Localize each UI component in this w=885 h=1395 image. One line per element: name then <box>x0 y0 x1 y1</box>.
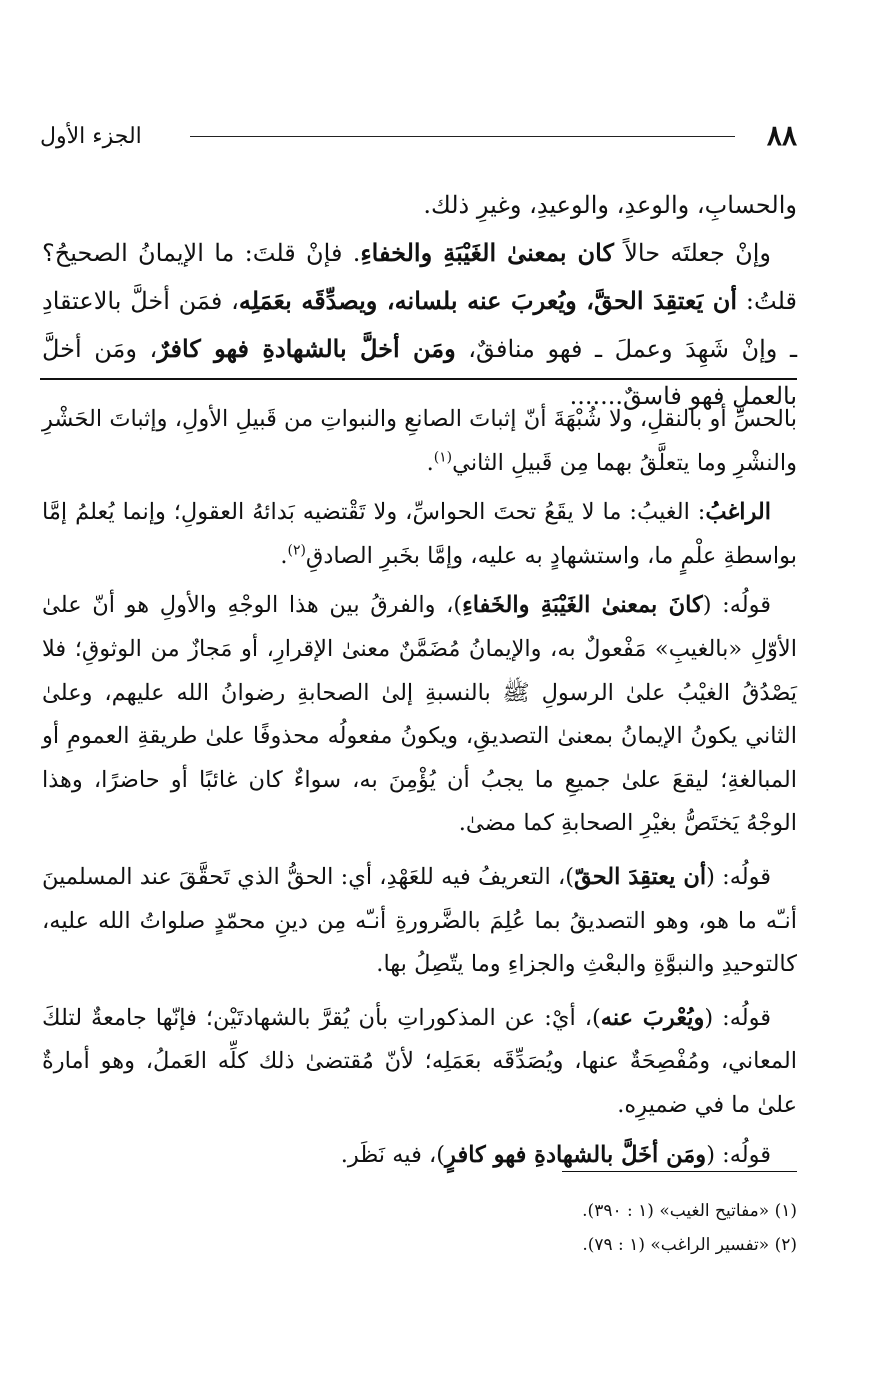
part-title: الجزء الأول <box>40 124 142 149</box>
commentary-text-run: . <box>426 449 434 476</box>
commentary-text-run: )، التعريفُ فيه للعَهْدِ، أي: الحقُّ الذي تَحقَّقَ عند المسلمينَ أنـّه ما هو، وهو التصديقُ بما عُلِمَ بالضَّرورةِ أنـّه مِن دينِ محمّدٍ صلواتُ الله عليه، كالتوحيدِ والنبوَّةِ والبعْثِ والجزاءِ وما يتّصِلُ بها. <box>42 863 797 978</box>
running-header <box>40 120 797 156</box>
footnotes <box>300 1194 797 1262</box>
footnote-ref[interactable]: (١) <box>433 449 453 466</box>
footnote-2: (٢) «تفسير الراغب» (١ : ٧٩). <box>582 1235 797 1255</box>
commentary-bold-phrase: أن يعتقِدَ الحقّ <box>573 863 707 890</box>
main-bold-phrase: ومَن أخلَّ بالشهادةِ فهو كافرٌ <box>157 334 456 363</box>
text-commentary-divider <box>40 378 797 380</box>
main-bold-phrase: أن يَعتقِدَ الحقَّ، ويُعربَ عنه بلسانه، ويصدِّقَه بعَمَلِه <box>238 286 738 315</box>
main-text-run: . فإنْ قلتَ: ما الإيمانُ الصحيحُ؟ قلتُ: <box>42 239 797 315</box>
header-rule <box>190 136 735 137</box>
commentary-bold-phrase: ويُعْربَ عنه <box>600 1004 705 1031</box>
commentary-text-run: قولُه: ( <box>706 1141 771 1168</box>
main-paragraph-1: والحسابِ، والوعدِ، والوعيدِ، وغيرِ ذلك. <box>423 191 797 219</box>
commentary-text-run: )، والفرقُ بين هذا الوجْهِ والأولِ هو أنّ علىٰ الأوّلِ «بالغيبِ» مَفْعولٌ به، والإيمانُ مُضَمَّنٌ معنىٰ الإقرارِ، أو مَجازٌ من الوثوقِ؛ فلا يَصْدُقُ الغيْبُ علىٰ الرسولِ ﷺ بالنسبةِ إلىٰ الصحابةِ رضوانُ الله عليهم، وعلىٰ الثاني يكونُ الإيمانُ بمعنىٰ التصديقِ، ويكونُ مفعولُه محذوفًا علىٰ طريقةِ العمومِ أو المبالغةِ؛ ليقعَ علىٰ جميعِ ما يجبُ أن يُؤْمِنَ به، سواءٌ كان غائبًا أو حاضرًا، وهذا الوجْهُ يَختَصُّ بغيْرِ الصحابةِ كما مضىٰ. <box>42 592 797 837</box>
commentary-text-run: بالحسِّ أو بالنقلِ، ولا شُبْهَةَ أنّ إثباتَ الصانعِ والنبواتِ من قَبيلِ الأولِ، وإثباتَ الحَشْرِ والنشْرِ وما يتعلَّقُ بهما مِن قَبيلِ الثاني <box>42 406 797 476</box>
commentary-bold-phrase: الراغبُ <box>705 499 771 526</box>
main-text-run: ، فمَن أخلَّ بالاعتقادِ ـ وإنْ شَهِدَ وعملَ ـ فهو منافقٌ، <box>42 287 798 363</box>
commentary-paragraph-5 <box>42 997 797 1128</box>
commentary-text-run: . <box>280 542 288 569</box>
main-paragraph-2 <box>42 229 797 420</box>
commentary-text-run: قولُه: ( <box>702 592 771 619</box>
main-text-run: ، ومَن أخلَّ بالعملِ فهو فاسقٌ....... <box>42 335 797 410</box>
footnote-1: (١) «مفاتيح الغيب» (١ : ٣٩٠). <box>582 1201 797 1221</box>
commentary-paragraph-4 <box>42 856 797 987</box>
main-text <box>42 182 797 420</box>
main-text-run: وإنْ جعلتَه حالاً <box>613 239 771 267</box>
commentary-text-run: )، فيه نَظَر. <box>340 1141 446 1168</box>
commentary-text-run: قولُه: ( <box>706 863 771 890</box>
commentary-text-run: )، أيْ: عن المذكوراتِ بأن يُقرَّ بالشهادتَيْن؛ فإنّها جامعةٌ لتلكَ المعاني، ومُفْصِحَةٌ عنها، ويُصَدِّقَه بعَمَلِه؛ لأنّ مُقتضىٰ ذلك كلِّه العَملُ، وهو أمارةٌ علىٰ ما في ضميرِه. <box>42 1004 797 1118</box>
commentary-paragraph-3 <box>42 584 797 846</box>
commentary-bold-phrase: كانَ بمعنىٰ الغَيْبَةِ والخَفاءِ <box>462 592 703 619</box>
footnote-rule <box>562 1171 797 1172</box>
commentary-bold-phrase: ومَن أخَلَّ بالشهادةِ فهو كافرٍ <box>445 1141 707 1168</box>
commentary <box>42 398 797 1187</box>
commentary-paragraph-2 <box>42 491 797 578</box>
main-bold-phrase: كان بمعنىٰ الغَيْبَةِ والخفاءِ <box>360 238 614 267</box>
commentary-text-run: قولُه: ( <box>704 1004 771 1031</box>
page-number: ٨٨ <box>766 119 797 152</box>
commentary-text-run: : الغيبُ: ما لا يقَعُ تحتَ الحواسِّ، ولا تَقْتضيه بَدائهُ العقولِ؛ وإنما يُعلمُ إمَّا بواسطةِ علْمٍ ما، واستشهادٍ به عليه، وإمَّا بخَبرِ الصادقِ <box>42 499 797 569</box>
commentary-paragraph-1 <box>42 398 797 485</box>
footnote-ref[interactable]: (٢) <box>287 542 306 559</box>
